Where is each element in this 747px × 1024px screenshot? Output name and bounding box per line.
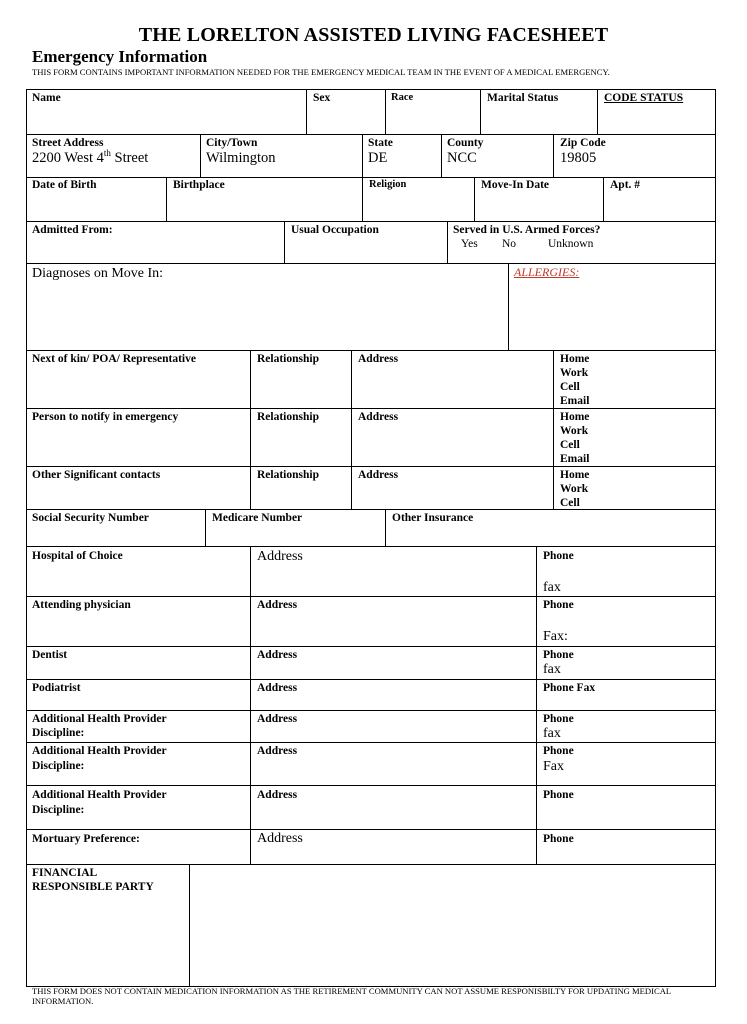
ssn-label: Social Security Number (32, 512, 149, 524)
apt-label: Apt. # (610, 179, 641, 191)
address-label: Address (358, 411, 399, 423)
occupation-label: Usual Occupation (291, 224, 379, 236)
zip-label: Zip Code (560, 137, 606, 149)
address-label: Address (257, 649, 298, 661)
fax-label: fax (543, 580, 561, 595)
armed-forces-yes[interactable]: Yes (461, 238, 478, 250)
row-divider (26, 742, 716, 743)
fax-label: Fax: (543, 629, 568, 644)
relationship-label: Relationship (257, 411, 319, 423)
address-label: Address (257, 549, 303, 564)
cell-label: Cell (560, 439, 580, 451)
row-divider (26, 710, 716, 711)
row-divider (26, 546, 716, 547)
row-divider (26, 134, 716, 135)
notify-label: Person to notify in emergency (32, 411, 179, 423)
financial-label: FINANCIAL (32, 867, 98, 879)
street-address-label: Street Address (32, 137, 104, 149)
col-divider (189, 864, 190, 986)
col-divider (166, 177, 167, 221)
marital-status-label: Marital Status (487, 92, 559, 104)
row-divider (26, 221, 716, 222)
responsible-party-label: RESPONSIBLE PARTY (32, 881, 154, 893)
armed-forces-unknown[interactable]: Unknown (548, 238, 594, 250)
state-label: State (368, 137, 393, 149)
row-divider (26, 829, 716, 830)
podiatrist-label: Podiatrist (32, 682, 81, 694)
additional-provider-label: Additional Health Provider (32, 745, 167, 757)
county-value: NCC (447, 150, 477, 166)
col-divider (441, 134, 442, 177)
diagnoses-label: Diagnoses on Move In: (32, 266, 164, 281)
address-label: Address (257, 789, 298, 801)
col-divider (362, 177, 363, 221)
phone-label: Phone (543, 649, 574, 661)
cell-label: Cell (560, 497, 580, 509)
work-label: Work (560, 367, 589, 379)
fax-label: Fax (543, 759, 564, 774)
religion-label: Religion (369, 179, 407, 190)
admitted-from-label: Admitted From: (32, 224, 113, 236)
mortuary-label: Mortuary Preference: (32, 833, 140, 845)
col-divider (553, 134, 554, 177)
notice-text: THIS FORM CONTAINS IMPORTANT INFORMATION NEEDED FOR THE EMERGENCY MEDICAL TEAM IN THE EVENT OF A MEDICAL EMERGENCY. (32, 67, 610, 77)
race-label: Race (391, 92, 414, 103)
col-divider (284, 221, 285, 263)
email-label: Email (560, 453, 590, 465)
other-insurance-label: Other Insurance (392, 512, 474, 524)
form-title: THE LORELTON ASSISTED LIVING FACESHEET (138, 24, 609, 46)
city-label: City/Town (206, 137, 258, 149)
col-divider (362, 134, 363, 177)
phone-label: Phone (543, 833, 574, 845)
row-divider (26, 679, 716, 680)
armed-forces-no[interactable]: No (502, 238, 517, 250)
col-divider (447, 221, 448, 263)
cell-label: Cell (560, 381, 580, 393)
col-divider (597, 89, 598, 134)
row-divider (26, 646, 716, 647)
phone-label: Phone (543, 789, 574, 801)
discipline-label: Discipline: (32, 727, 85, 739)
relationship-label: Relationship (257, 353, 319, 365)
phone-label: Phone (543, 550, 574, 562)
row-divider (26, 408, 716, 409)
address-label: Address (257, 831, 303, 846)
additional-provider-label: Additional Health Provider (32, 713, 167, 725)
dentist-label: Dentist (32, 649, 68, 661)
col-divider (306, 89, 307, 134)
home-label: Home (560, 353, 590, 365)
city-value: Wilmington (206, 150, 276, 166)
work-label: Work (560, 425, 589, 437)
col-divider (603, 177, 604, 221)
row-divider (26, 785, 716, 786)
home-label: Home (560, 469, 590, 481)
discipline-label: Discipline: (32, 804, 85, 816)
col-divider (474, 177, 475, 221)
address-label: Address (358, 353, 399, 365)
col-divider (385, 89, 386, 134)
sex-label: Sex (313, 92, 331, 104)
name-label: Name (32, 92, 61, 104)
address-label: Address (358, 469, 399, 481)
col-divider (200, 134, 201, 177)
additional-provider-label: Additional Health Provider (32, 789, 167, 801)
row-divider (26, 596, 716, 597)
discipline-label: Discipline: (32, 760, 85, 772)
dob-label: Date of Birth (32, 179, 97, 191)
phone-label: Phone (543, 745, 574, 757)
move-in-label: Move-In Date (481, 179, 550, 191)
address-label: Address (257, 682, 298, 694)
birthplace-label: Birthplace (173, 179, 225, 191)
phone-label: Phone (543, 599, 574, 611)
medicare-label: Medicare Number (212, 512, 303, 524)
row-divider (26, 509, 716, 510)
street-address-value: 2200 West 4th Street (32, 148, 149, 166)
col-divider (385, 509, 386, 546)
zip-value: 19805 (560, 150, 597, 166)
fax-label: fax (543, 662, 561, 677)
hospital-label: Hospital of Choice (32, 550, 123, 562)
row-divider (26, 466, 716, 467)
col-divider (508, 263, 509, 350)
relationship-label: Relationship (257, 469, 319, 481)
row-divider (26, 864, 716, 865)
col-divider (553, 350, 554, 509)
phone-label: Phone (543, 713, 574, 725)
home-label: Home (560, 411, 590, 423)
row-divider (26, 350, 716, 351)
address-label: Address (257, 599, 298, 611)
col-divider (250, 350, 251, 509)
other-contacts-label: Other Significant contacts (32, 469, 161, 481)
row-divider (26, 263, 716, 264)
email-label: Email (560, 395, 590, 407)
col-divider (205, 509, 206, 546)
county-label: County (447, 137, 484, 149)
address-label: Address (257, 745, 298, 757)
code-status-label: CODE STATUS (604, 92, 684, 104)
col-divider (480, 89, 481, 134)
allergies-label: ALLERGIES: (514, 265, 580, 279)
section-title: Emergency Information (32, 47, 208, 66)
footer-disclaimer: THIS FORM DOES NOT CONTAIN MEDICATION INFORMATION AS THE RETIREMENT COMMUNITY CAN NOT ASSUME RESPONISBILTY FOR UPDATING MEDICAL INFORMATION. (32, 986, 671, 1006)
col-divider (351, 350, 352, 509)
address-label: Address (257, 713, 298, 725)
work-label: Work (560, 483, 589, 495)
next-of-kin-label: Next of kin/ POA/ Representative (32, 353, 196, 365)
col-divider (250, 546, 251, 864)
fax-label: fax (543, 726, 561, 741)
col-divider (536, 546, 537, 864)
physician-label: Attending physician (32, 599, 131, 611)
state-value: DE (368, 150, 388, 166)
phone-fax-label: Phone Fax (543, 682, 596, 694)
armed-forces-label: Served in U.S. Armed Forces? (453, 224, 601, 236)
